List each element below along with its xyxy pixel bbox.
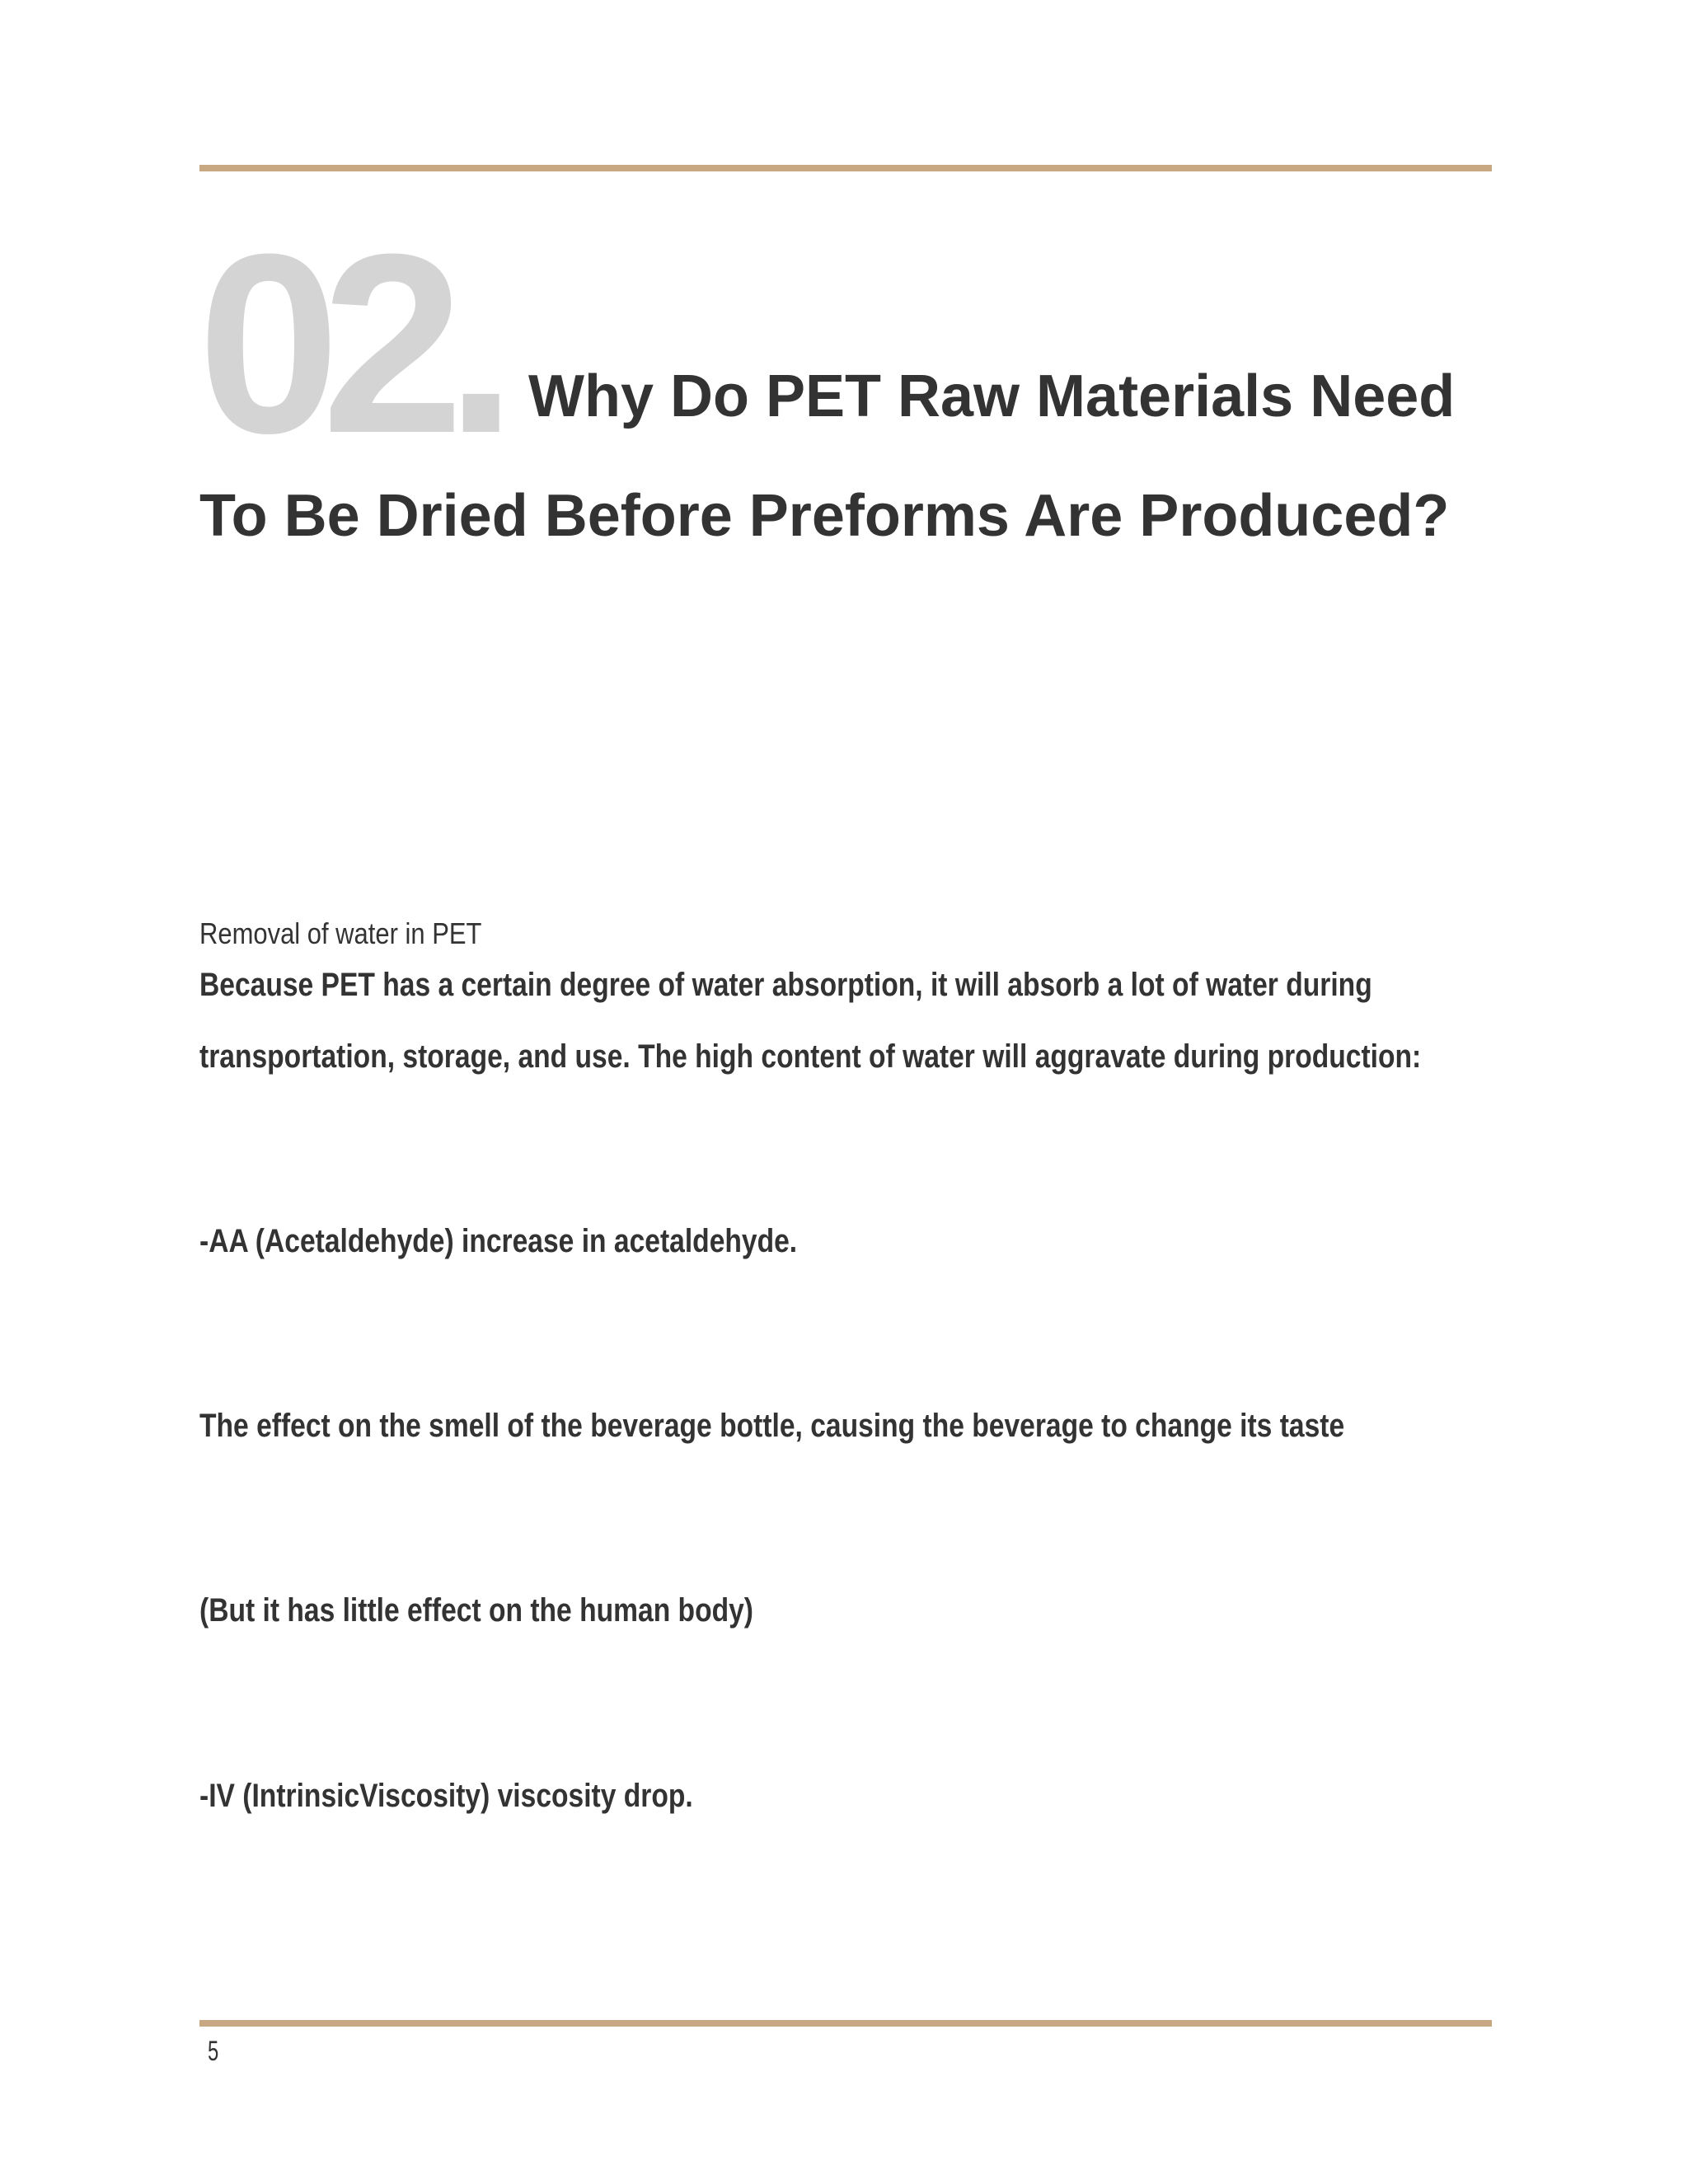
body-paragraph: -AA (Acetaldehyde) increase in acetaldehyde.: [199, 1223, 798, 1259]
bottom-divider: [199, 2020, 1492, 2027]
section-number: 02.: [198, 200, 499, 486]
page-number: 5: [208, 2036, 219, 2067]
top-divider: [199, 165, 1492, 171]
page-title-line-1: Why Do PET Raw Materials Need: [528, 363, 1456, 429]
page-title-line-2: To Be Dried Before Preforms Are Produced?: [199, 483, 1450, 549]
body-paragraph: transportation, storage, and use. The high content of water will aggravate during production:: [199, 1038, 1422, 1075]
body-paragraph: The effect on the smell of the beverage bottle, causing the beverage to change its taste: [199, 1408, 1345, 1444]
section-subheading: Removal of water in PET: [199, 916, 482, 950]
body-paragraph: -IV (IntrinsicViscosity) viscosity drop.: [199, 1778, 693, 1814]
body-paragraph: (But it has little effect on the human body): [199, 1592, 753, 1629]
body-paragraph: Because PET has a certain degree of water absorption, it will absorb a lot of water during: [199, 967, 1372, 1003]
